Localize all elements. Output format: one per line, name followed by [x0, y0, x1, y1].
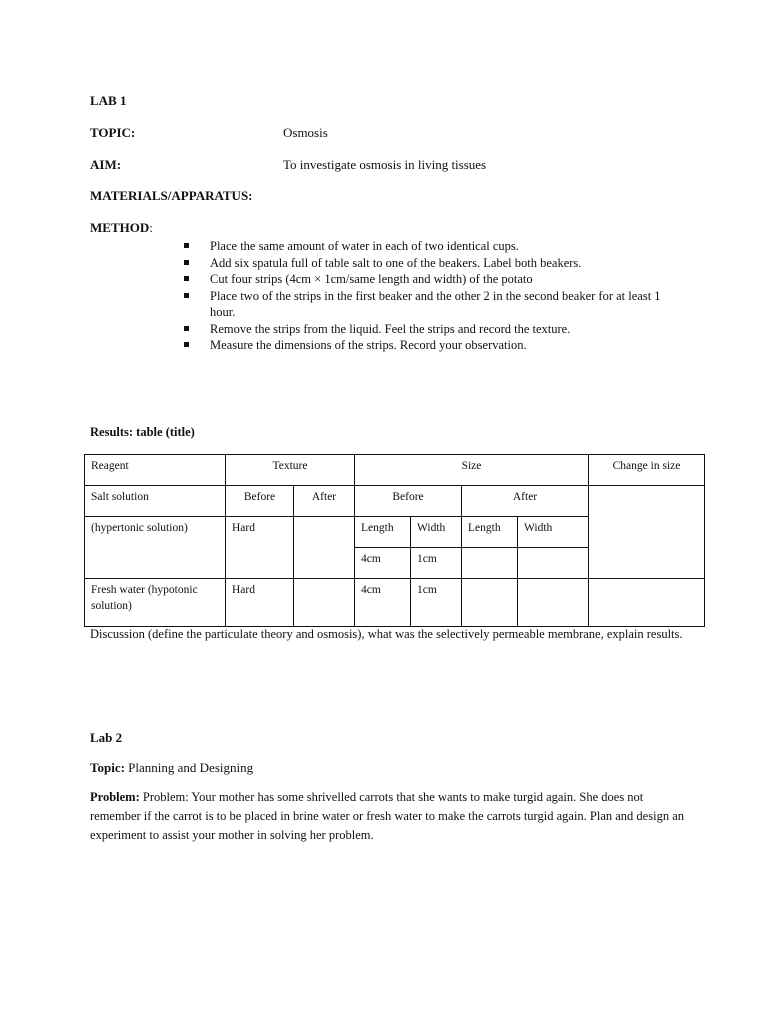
salt-width-after [518, 548, 589, 579]
lab2-problem-label: Problem: [90, 790, 140, 804]
fresh-width-before: 1cm [411, 579, 462, 627]
salt-width-before: 1cm [411, 548, 462, 579]
method-item-text: Add six spatula full of table salt to one of the beakers. Label both beakers. [210, 255, 582, 270]
texture-after-header: After [294, 486, 355, 517]
method-item [184, 255, 664, 272]
method-item [184, 238, 664, 255]
salt-solution-name: Salt solution [85, 486, 226, 517]
fresh-width-after [518, 579, 589, 627]
salt-length-after [462, 548, 518, 579]
salt-texture-after [294, 517, 355, 579]
fresh-water-name: Fresh water (hypotonic solution) [85, 579, 226, 627]
method-item [184, 321, 664, 338]
topic-label: TOPIC: [90, 125, 136, 140]
aim-label: AIM: [90, 157, 122, 172]
salt-blank-cell [85, 548, 226, 579]
size-before-width-header: Width [411, 517, 462, 548]
fresh-change-cell [589, 579, 705, 627]
size-before-header: Before [355, 486, 462, 517]
method-item [184, 271, 664, 288]
method-heading [90, 220, 153, 236]
bullet-icon [184, 326, 189, 331]
method-item-text: Cut four strips (4cm × 1cm/same length and width) of the potato [210, 272, 533, 286]
fresh-length-before: 4cm [355, 579, 411, 627]
method-colon: : [149, 220, 153, 235]
bullet-icon [184, 260, 189, 265]
salt-length-before: 4cm [355, 548, 411, 579]
header-texture: Texture [226, 455, 355, 486]
bullet-icon [184, 293, 189, 298]
topic-value: Osmosis [283, 125, 328, 140]
bullet-icon [184, 243, 189, 248]
results-table [84, 454, 705, 627]
lab1-heading: LAB 1 [90, 93, 127, 108]
bullet-icon [184, 342, 189, 347]
header-change-in-size: Change in size [589, 455, 705, 486]
salt-texture-before: Hard [226, 517, 294, 579]
bullet-icon [184, 276, 189, 281]
lab2-problem [90, 788, 690, 845]
size-after-length-header: Length [462, 517, 518, 548]
size-before-length-header: Length [355, 517, 411, 548]
method-item-text: Remove the strips from the liquid. Feel the strips and record the texture. [210, 321, 571, 336]
method-item-text: Measure the dimensions of the strips. Record your observation. [210, 338, 527, 352]
lab2-topic [90, 760, 253, 776]
lab2-topic-value: Planning and Designing [128, 760, 254, 775]
results-label: Results: table (title) [90, 425, 195, 439]
salt-solution-type: (hypertonic solution) [85, 517, 226, 548]
method-item [184, 288, 664, 321]
fresh-texture-before: Hard [226, 579, 294, 627]
fresh-length-after [462, 579, 518, 627]
header-reagent: Reagent [85, 455, 226, 486]
method-list [184, 238, 664, 354]
lab2-topic-label: Topic: [90, 760, 125, 775]
header-size: Size [355, 455, 589, 486]
materials-label: MATERIALS/APPARATUS: [90, 188, 253, 203]
fresh-texture-after [294, 579, 355, 627]
discussion-text: Discussion (define the particulate theory and osmosis), what was the selectively permeable membrane, explain results. [90, 627, 683, 641]
method-item-text: Place two of the strips in the first beaker and the other 2 in the second beaker for at least 1 hour. [210, 288, 661, 319]
lab2-heading: Lab 2 [90, 730, 123, 745]
size-after-header: After [462, 486, 589, 517]
method-label: METHOD [90, 220, 150, 235]
method-item [184, 337, 664, 354]
size-after-width-header: Width [518, 517, 589, 548]
salt-change-cell [589, 486, 705, 579]
texture-before-header: Before [226, 486, 294, 517]
lab2-problem-text: Problem: Your mother has some shrivelled carrots that she wants to make turgid again. She does not remember if the carrot is to be placed in brine water or fresh water to make the carrots turgid again. Plan and design an experiment to assist your mother in solving her problem. [90, 790, 684, 842]
method-item-text: Place the same amount of water in each of two identical cups. [210, 239, 519, 253]
aim-value: To investigate osmosis in living tissues [283, 157, 487, 172]
